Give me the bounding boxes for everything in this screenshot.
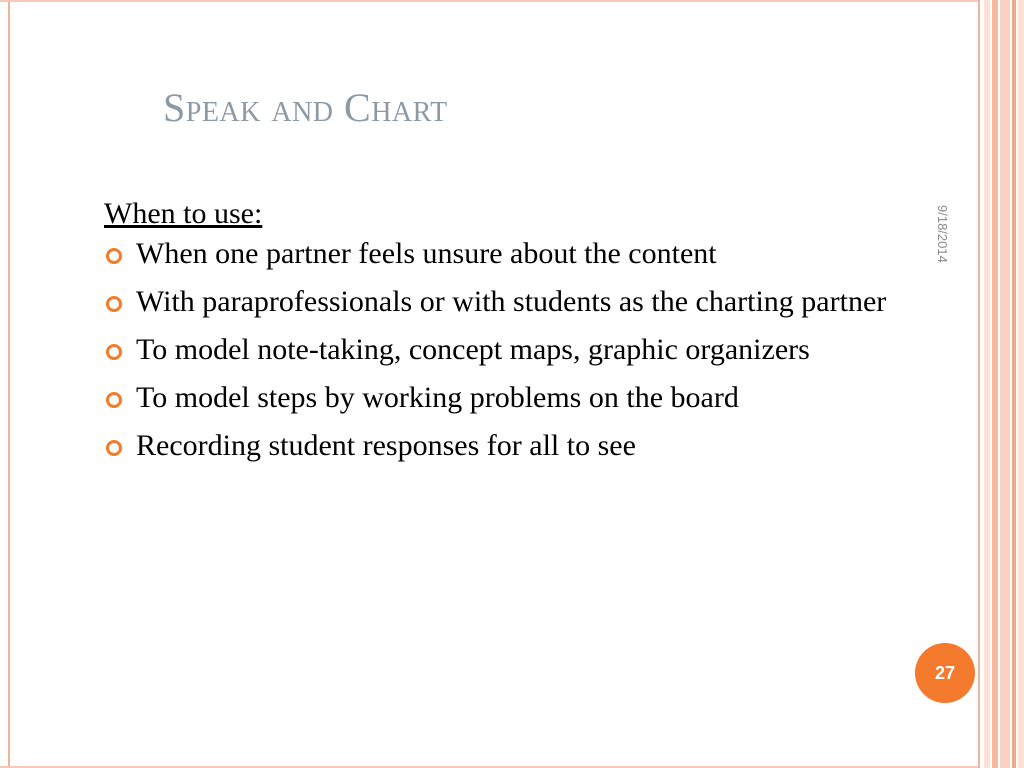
bullet-text: To model note-taking, concept maps, graphic organizers — [136, 333, 810, 366]
stripe — [992, 0, 998, 768]
bullet-ring-icon — [106, 344, 122, 360]
page-number-badge — [915, 643, 975, 703]
stripe — [1000, 0, 1010, 768]
bullet-ring-icon — [106, 392, 122, 408]
bullet-text: To model steps by working problems on the board — [136, 381, 739, 414]
list-item — [104, 234, 904, 274]
bullet-text: When one partner feels unsure about the content — [136, 237, 717, 270]
bullet-text: With paraprofessionals or with students as the charting partner — [136, 285, 887, 318]
slide-content — [104, 194, 904, 474]
bullet-ring-icon — [106, 248, 122, 264]
list-item — [104, 330, 904, 370]
stripe — [978, 0, 980, 768]
right-decorative-stripes — [978, 0, 1024, 768]
bullet-list — [104, 234, 904, 466]
bullet-ring-icon — [106, 440, 122, 456]
list-item — [104, 426, 904, 466]
content-heading: When to use: — [104, 197, 263, 230]
stripe — [984, 0, 990, 768]
stripe — [1018, 0, 1024, 768]
bullet-text: Recording student responses for all to see — [136, 429, 636, 462]
left-frame-border — [0, 0, 10, 768]
page-number: 27 — [934, 662, 956, 683]
stripe — [1012, 0, 1016, 768]
list-item — [104, 378, 904, 418]
slide-title: Speak and Chart — [163, 85, 448, 130]
slide-date: 9/18/2014 — [935, 205, 950, 263]
bullet-ring-icon — [106, 296, 122, 312]
top-frame-border — [0, 0, 980, 2]
list-item — [104, 282, 904, 322]
